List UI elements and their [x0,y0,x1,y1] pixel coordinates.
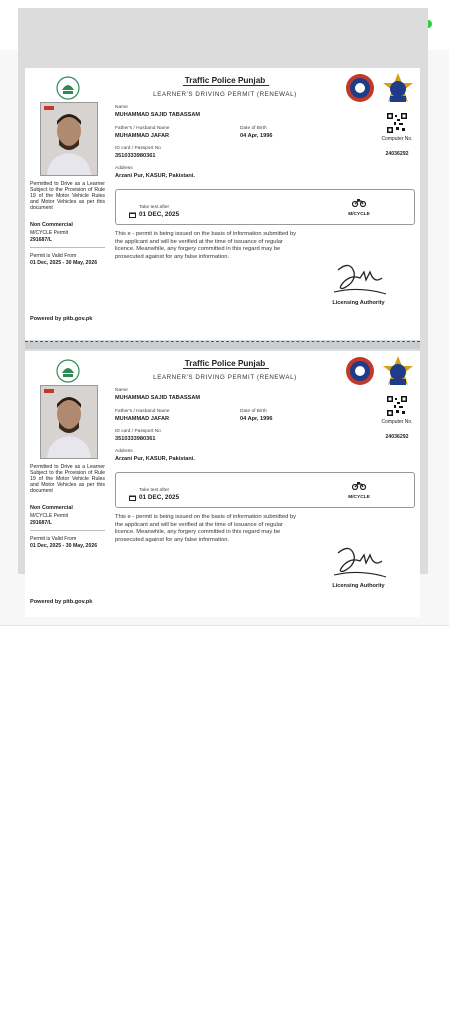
calendar-icon [129,212,136,218]
test-after-label: Take test after [139,205,170,210]
police-badge-icon [345,73,375,103]
non-commercial-label: Non Commercial [30,505,73,511]
permit-title: Traffic Police Punjab [184,76,266,85]
address-label: Address [115,166,133,171]
divider [30,530,105,531]
permit-card-1 [25,68,420,340]
disclaimer-text: This e - permit is being issued on the basis of information submitted by the applicant and will be verified at the time of issuance of regular licence. Meanwhile, any forgery committed in this regard may be prosecuted against for any false information. [115,514,297,543]
computer-no-value: 24036292 [385,151,409,157]
police-badge-icon [345,356,375,386]
licensing-authority: Licensing Authority [332,583,385,589]
authority-signature [330,258,390,298]
valid-from-label: Permit is Valid From [30,253,77,259]
dob-value: 04 Apr, 1996 [240,416,273,422]
id-value: 3510333980361 [115,436,156,442]
powered-by: Powered by pitb.gov.pk [30,599,93,605]
vehicle-type: M/CYCLE [348,495,370,500]
permit-subtitle: LEARNER'S DRIVING PERMIT (RENEWAL) [153,374,297,381]
computer-no-label: Computer No. [381,419,413,425]
punjab-police-star-icon [382,72,414,106]
page-bottom-divider [0,625,449,626]
id-label: ID card / Passport No [115,146,161,151]
applicant-photo [40,102,98,176]
applicant-photo [40,385,98,459]
permit-type: M/CYCLE Permit [30,513,69,519]
test-info-box [115,189,415,225]
valid-from-label: Permit is Valid From [30,536,77,542]
computer-no-value: 24036292 [385,434,409,440]
father-label: Father's / Husband Name [115,126,170,131]
qr-code-icon [387,396,407,416]
separator-bar [25,342,420,349]
divider [30,247,105,248]
name-value: MUHAMMAD SAJID TABASSAM [115,112,201,118]
calendar-icon [129,495,136,501]
father-label: Father's / Husband Name [115,409,170,414]
id-value: 3510333980361 [115,153,156,159]
name-value: MUHAMMAD SAJID TABASSAM [115,395,201,401]
permit-subtitle: LEARNER'S DRIVING PERMIT (RENEWAL) [153,91,297,98]
address-value: Arzani Pur, KASUR, Pakistani. [115,456,195,462]
powered-by: Powered by pitb.gov.pk [30,316,93,322]
dob-label: Date of Birth [240,409,267,414]
address-label: Address [115,449,133,454]
father-value: MUHAMMAD JAFAR [115,416,170,422]
title-underline [183,368,269,369]
permit-number: 291687/L [30,520,52,526]
permit-title: Traffic Police Punjab [184,359,266,368]
permit-card-2 [25,351,420,617]
permit-type: M/CYCLE Permit [30,230,69,236]
test-after-date: 01 DEC, 2025 [139,211,180,218]
cut-line [25,341,420,342]
test-after-date: 01 DEC, 2025 [139,494,180,501]
vehicle-type: M/CYCLE [348,212,370,217]
punjab-emblem-icon [56,359,80,383]
disclaimer-text: This e - permit is being issued on the basis of information submitted by the applicant and will be verified at the time of issuance of regular licence. Meanwhile, any forgery committed in this regard may be prosecuted against for any false information. [115,231,297,260]
dob-value: 04 Apr, 1996 [240,133,273,139]
valid-from-value: 01 Dec, 2025 - 30 May, 2026 [30,260,98,266]
motorcycle-icon [352,198,366,207]
valid-from-value: 01 Dec, 2025 - 30 May, 2026 [30,543,98,549]
id-label: ID card / Passport No [115,429,161,434]
dob-label: Date of Birth [240,126,267,131]
licensing-authority: Licensing Authority [332,300,385,306]
test-info-box [115,472,415,508]
permitted-text: Permitted to Drive as a Learner Subject to the Provision of Rule 19 of the Motor Vehicle Rules and Motor Vehicles as per this document [30,464,105,494]
punjab-police-star-icon [382,355,414,389]
authority-signature [330,541,390,581]
name-label: Name [115,105,128,110]
qr-code-icon [387,113,407,133]
name-label: Name [115,388,128,393]
address-value: Arzani Pur, KASUR, Pakistani. [115,173,195,179]
test-after-label: Take test after [139,488,170,493]
permitted-text: Permitted to Drive as a Learner Subject to the Provision of Rule 19 of the Motor Vehicle Rules and Motor Vehicles as per this document [30,181,105,211]
computer-no-label: Computer No. [381,136,413,142]
title-underline [183,85,269,86]
punjab-emblem-icon [56,76,80,100]
permit-number: 291687/L [30,237,52,243]
non-commercial-label: Non Commercial [30,222,73,228]
father-value: MUHAMMAD JAFAR [115,133,170,139]
motorcycle-icon [352,481,366,490]
